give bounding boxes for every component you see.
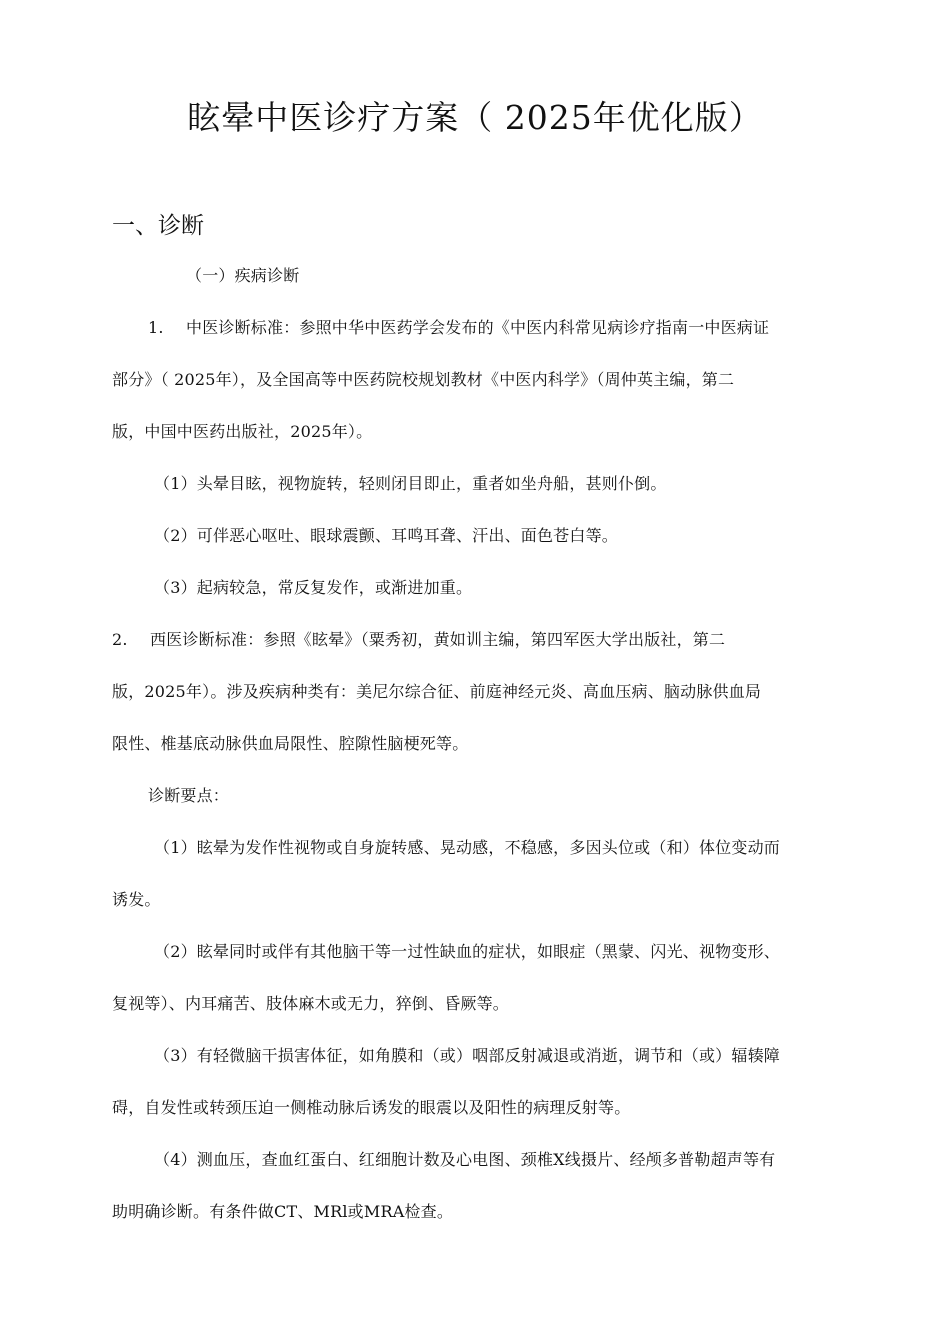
list-item-continuation: 碍，自发性或转颈压迫一侧椎动脉后诱发的眼震以及阳性的病理反射等。 (112, 1098, 631, 1117)
paragraph-text: 中医诊断标准：参照中华中医药学会发布的《中医内科常见病诊疗指南一中医病证 (186, 318, 770, 337)
paragraph-line: 版，中国中医药出版社，2025年）。 (112, 422, 373, 441)
subsection-heading: （一）疾病诊断 (186, 266, 300, 285)
list-item-continuation: 诱发。 (112, 890, 161, 909)
list-item-continuation: 复视等）、内耳痛苦、肢体麻木或无力，猝倒、昏厥等。 (112, 994, 510, 1013)
list-number: 1. (148, 318, 164, 337)
section-heading-diagnosis: 一、诊断 (112, 213, 204, 239)
list-number: 2. (112, 630, 128, 649)
paragraph-text: 西医诊断标准：参照《眩晕》（粟秀初，黄如训主编，第四军医大学出版社，第二 (150, 630, 726, 649)
paragraph-line: 限性、椎基底动脉供血局限性、腔隙性脑梗死等。 (112, 734, 469, 753)
key-points-label: 诊断要点： (148, 786, 230, 805)
list-item: （1）眩晕为发作性视物或自身旋转感、晃动感，不稳感，多因头位或（和）体位变动而 (154, 838, 780, 857)
paragraph-line: 版，2025年）。涉及疾病种类有：美尼尔综合征、前庭神经元炎、高血压病、脑动脉供血局 (112, 682, 762, 701)
list-item: （1）头晕目眩，视物旋转，轻则闭目即止，重者如坐舟船，甚则仆倒。 (154, 474, 667, 493)
paragraph-line: 部分》（ 2025年），及全国高等中医药院校规划教材《中医内科学》（周仲英主编，第二 (112, 370, 735, 389)
paragraph-line (148, 318, 769, 338)
document-title: 眩晕中医诊疗方案（ 2025年优化版） (187, 98, 763, 137)
list-item: （4）测血压，查血红蛋白、红细胞计数及心电图、颈椎X线摄片、经颅多普勒超声等有 (154, 1150, 776, 1169)
list-item: （3）有轻微脑干损害体征，如角膜和（或）咽部反射减退或消逝，调节和（或）辐辏障 (154, 1046, 780, 1065)
list-item: （2）眩晕同时或伴有其他脑干等一过性缺血的症状，如眼症（黑蒙、闪光、视物变形、 (154, 942, 780, 961)
list-item-continuation: 助明确诊断。有条件做CT、MRl或MRA检查。 (112, 1202, 454, 1221)
list-item: （3）起病较急，常反复发作，或渐进加重。 (154, 578, 473, 597)
paragraph-line (112, 630, 725, 650)
list-item: （2）可伴恶心呕吐、眼球震颤、耳鸣耳聋、汗出、面色苍白等。 (154, 526, 618, 545)
